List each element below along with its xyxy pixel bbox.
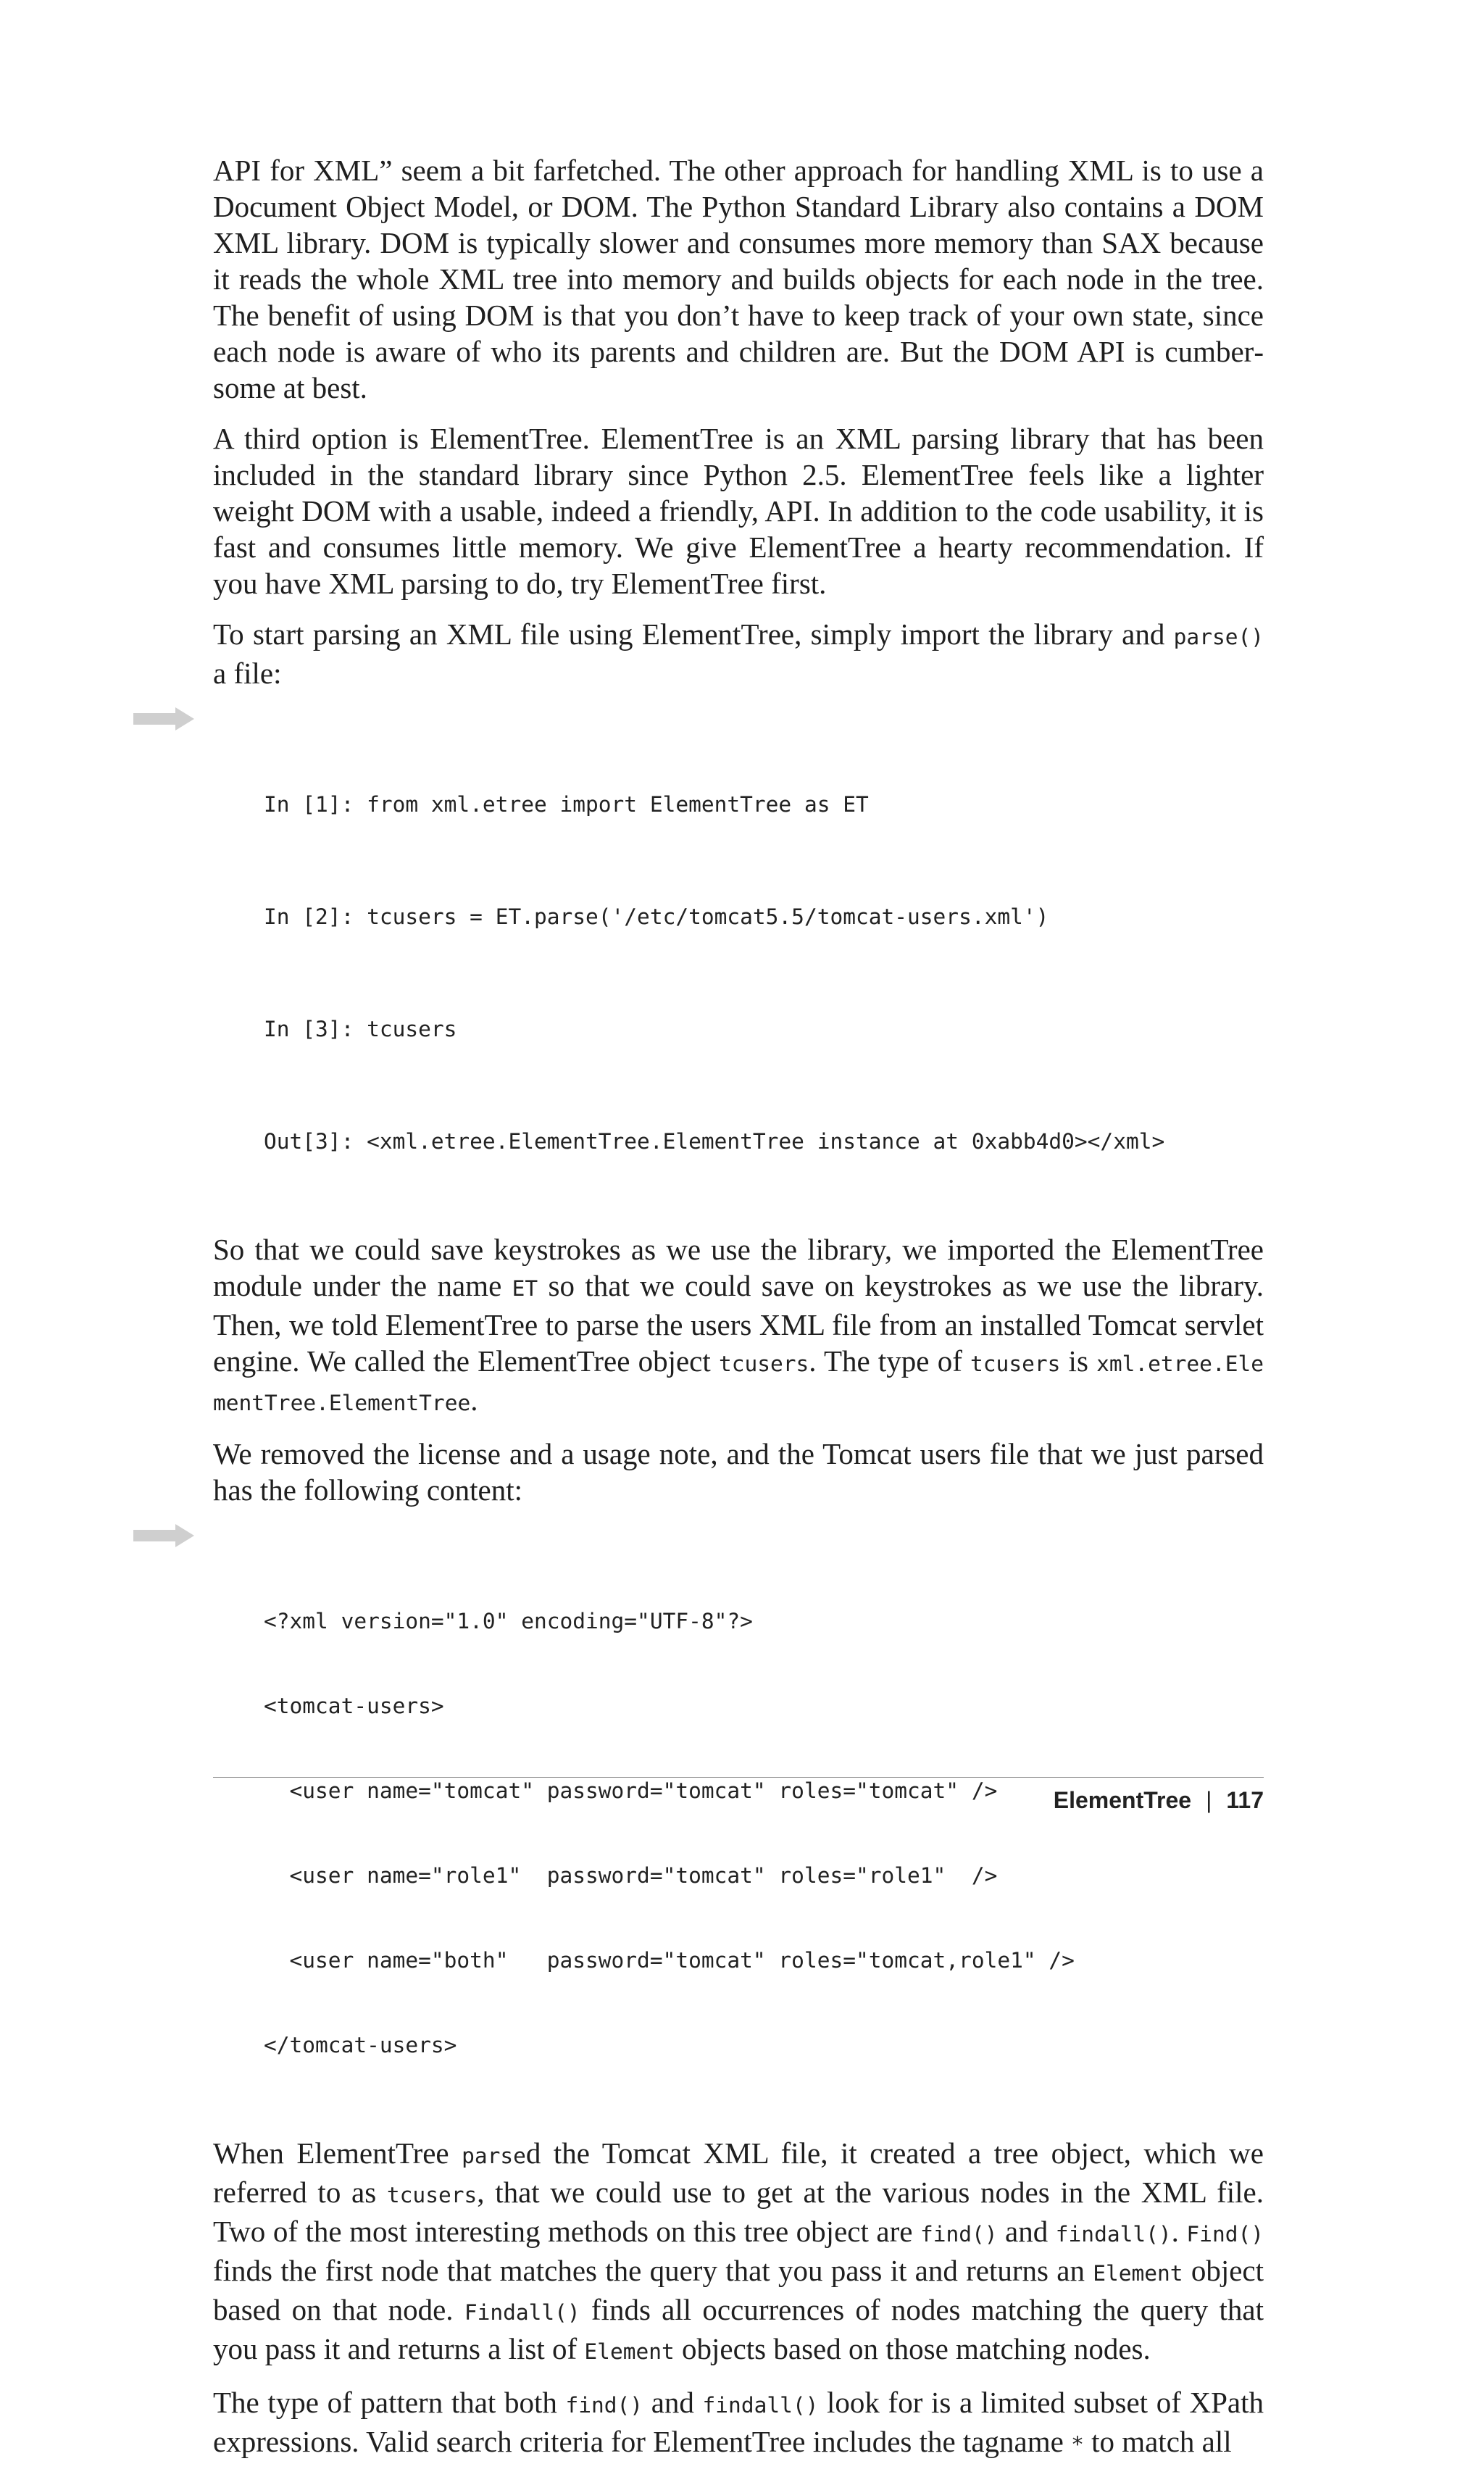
inline-code: Element xyxy=(1093,2261,1183,2286)
inline-code: findall() xyxy=(702,2393,819,2418)
inline-code: tcusers xyxy=(386,2183,478,2207)
paragraph-start-parsing xyxy=(213,616,1264,691)
page-footer xyxy=(1054,1787,1264,1814)
text-run: d the Tomcat XML file, it created a tree object, which we referred to as xyxy=(213,2136,1264,2209)
code-line: In [1]: from xml.etree import ElementTree as ET xyxy=(264,792,869,817)
paragraph-xpath xyxy=(213,2384,1264,2463)
code-line: <?xml version="1.0" encoding="UTF-8"?> xyxy=(264,1609,753,1633)
text-run: is xyxy=(1060,1344,1097,1378)
inline-code: findall() xyxy=(1055,2222,1172,2247)
page-body xyxy=(213,152,1264,2477)
footer-divider xyxy=(213,1777,1264,1778)
text-run: objects based on those matching nodes. xyxy=(674,2332,1151,2365)
inline-code: Element xyxy=(584,2339,675,2364)
code-line: In [3]: tcusers xyxy=(264,1017,457,1041)
text-run: and xyxy=(643,2386,703,2419)
inline-code: find() xyxy=(920,2222,998,2247)
text-run: To start parsing an XML file using ElementTree, simply import the library and xyxy=(213,617,1174,651)
inline-code: tcusers xyxy=(970,1352,1061,1376)
code-block-ipython xyxy=(213,706,1264,1212)
inline-code: ET xyxy=(512,1276,538,1301)
footer-separator: | xyxy=(1206,1787,1212,1813)
arrow-right-icon xyxy=(133,1524,196,1547)
text-run: and xyxy=(997,2215,1056,2248)
inline-code: * xyxy=(1071,2432,1084,2457)
arrow-right-icon xyxy=(133,707,196,730)
inline-code: Findall() xyxy=(464,2300,580,2325)
text-run: The type of pattern that both xyxy=(213,2386,566,2419)
text-run: finds all occurrences of nodes matching the query that you pass it and returns a list of xyxy=(213,2293,1264,2365)
code-line: <user name="tomcat" password="tomcat" roles="tomcat" /> xyxy=(264,1778,998,1803)
code-line: <user name="role1" password="tomcat" roles="role1" /> xyxy=(264,1863,998,1888)
paragraph-explanation xyxy=(213,1231,1264,1421)
code-line: Out[3]: <xml.etree.ElementTree.ElementTree instance at 0xabb4d0></xml> xyxy=(264,1129,1165,1154)
code-block-xml xyxy=(213,1523,1264,2116)
text-run: object based on that node. xyxy=(213,2254,1264,2326)
inline-code: find() xyxy=(565,2393,643,2418)
text-run: finds the first node that matches the query that you pass it and returns an xyxy=(213,2254,1093,2287)
inline-code: parse xyxy=(462,2144,526,2168)
text-run: a file: xyxy=(213,657,282,690)
text-run: to match all xyxy=(1083,2425,1232,2458)
code-line: <user name="both" password="tomcat" roles="tomcat,role1" /> xyxy=(264,1948,1075,1973)
paragraph-removed-license: We removed the license and a usage note, and the Tomcat users file that we just parsed has the following content: xyxy=(213,1437,1264,1507)
inline-code: Find() xyxy=(1186,2222,1264,2247)
text-run: look for is a limited subset of XPath expressions. Valid search criteria for ElementTree includes the tagname xyxy=(213,2386,1264,2458)
text-run: So that we could save keystrokes as we use the library, we imported the ElementTree module under the name xyxy=(213,1233,1264,1302)
text-run: . xyxy=(1171,2215,1187,2248)
page-number: 117 xyxy=(1226,1787,1264,1813)
code-line: In [2]: tcusers = ET.parse('/etc/tomcat5.5/tomcat-users.xml') xyxy=(264,904,1049,929)
inline-code: tcusers xyxy=(718,1352,809,1376)
code-line: <tomcat-users> xyxy=(264,1694,444,1718)
text-run: . The type of xyxy=(809,1344,971,1378)
inline-code: parse() xyxy=(1173,625,1264,649)
paragraph-find-findall xyxy=(213,2135,1264,2370)
footer-section-title: ElementTree xyxy=(1053,1787,1192,1813)
inline-code: xml.etree.Ele mentTree.ElementTree xyxy=(213,1352,1264,1415)
text-run: When ElementTree xyxy=(213,2136,462,2170)
text-run: . xyxy=(470,1383,478,1417)
paragraph-dom-api: API for XML” seem a bit farfetched. The other approach for handling XML is to use a Document Object Model, or DOM. The Python Standard Library also contains a DOM XML library. DOM is typically slower and consumes more memory than SAX because it reads the whole XML tree into memory and builds objects for each node in the tree. The benefit of using DOM is that you don’t have to keep track of your own state, since each node is aware of who its parents and children are. But the DOM API is cumbersome at best. xyxy=(213,154,1264,404)
paragraph-elementtree-intro: A third option is ElementTree. ElementTree is an XML parsing library that has been included in the standard library since Python 2.5. ElementTree feels like a lighter weight DOM with a usable, indeed a friendly, API. In addition to the code usability, it is fast and consumes little memory. We give ElementTree a hearty recommendation. If you have XML parsing to do, try ElementTree first. xyxy=(213,422,1264,600)
text-run: so that we could save on keystrokes as we use the library. Then, we told ElementTree to parse the users XML file from an installed Tomcat servlet engine. We called the ElementTree object xyxy=(213,1269,1264,1378)
code-line: </tomcat-users> xyxy=(264,2033,457,2057)
text-run: , that we could use to get at the various nodes in the XML file. Two of the most interesting methods on this tree object are xyxy=(213,2176,1264,2248)
